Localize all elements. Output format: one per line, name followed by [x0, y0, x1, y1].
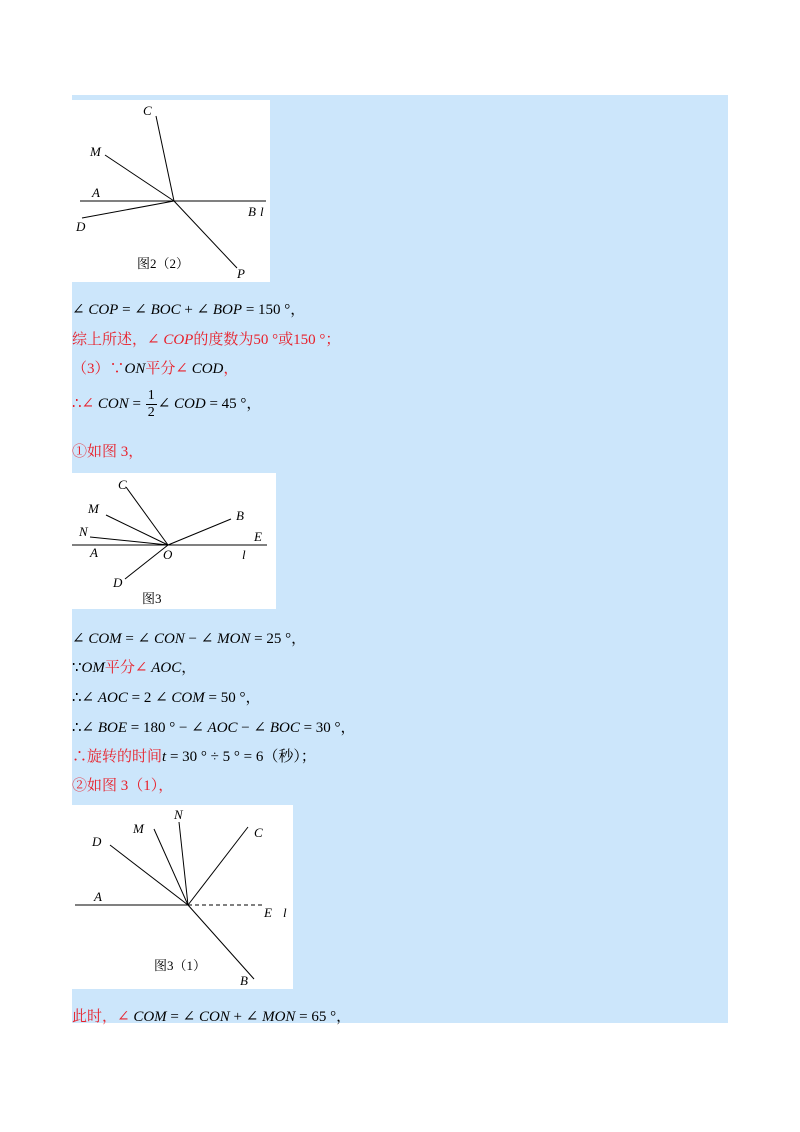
label-l: l	[242, 547, 246, 562]
label-M: M	[90, 144, 101, 159]
label-D: D	[92, 834, 102, 849]
label-P: P	[237, 266, 245, 281]
label-l: l	[260, 204, 264, 219]
label-O: O	[163, 547, 173, 562]
fraction-half: $\frac{1}{2}$	[147, 388, 155, 420]
label-E: E	[254, 529, 262, 544]
text-line-1: ∠ COP = ∠ BOC + ∠ BOP = 150 °，	[72, 302, 306, 318]
text-line-11: ②如图 3（1），	[72, 778, 174, 794]
text-line-5: ①如图 3，	[72, 444, 144, 460]
figure-caption: 图2（2）	[137, 256, 190, 271]
text-line-9: ∴∠ BOE = 180 ° − ∠ AOC − ∠ BOC = 30 °，	[72, 720, 356, 736]
figure-caption: 图3	[142, 591, 162, 606]
label-C: C	[118, 477, 127, 492]
label-A: A	[94, 889, 102, 904]
label-C: C	[143, 103, 152, 118]
label-A: A	[90, 545, 98, 560]
figure-2-2	[72, 100, 270, 282]
label-D: D	[113, 575, 123, 590]
label-M: M	[88, 501, 99, 516]
text-line-2: 综上所述，∠ COP的度数为50 °或150 °；	[72, 332, 341, 348]
text-line-8: ∴∠ AOC = 2 ∠ COM = 50 °，	[72, 690, 261, 706]
label-B: B	[248, 204, 256, 219]
figure-3-1	[72, 805, 293, 989]
label-E: E	[264, 905, 272, 920]
label-M: M	[133, 821, 144, 836]
text-line-10: ∴旋转的时间t = 30 ° ÷ 5 ° = 6（秒）；	[72, 749, 316, 765]
label-D: D	[76, 219, 86, 234]
label-A: A	[92, 185, 100, 200]
label-B: B	[240, 973, 248, 988]
text-line-12: 此时，∠ COM = ∠ CON + ∠ MON = 65 °，	[72, 1009, 352, 1025]
text-line-7: ∵OM平分∠ AOC，	[72, 660, 197, 676]
label-l: l	[283, 905, 287, 920]
label-C: C	[254, 825, 263, 840]
label-B: B	[236, 508, 244, 523]
label-N: N	[174, 807, 183, 822]
label-N: N	[79, 524, 88, 539]
figure-caption: 图3（1）	[154, 958, 207, 973]
text-line-3: （3）∵ON平分∠ COD，	[72, 361, 239, 377]
text-line-4: ∴∠ CON = $\frac{1}{2}$ ∠ COD = 45 °，	[72, 388, 262, 420]
text-line-6: ∠ COM = ∠ CON − ∠ MON = 25 °，	[72, 631, 307, 647]
figure-3	[72, 473, 276, 609]
